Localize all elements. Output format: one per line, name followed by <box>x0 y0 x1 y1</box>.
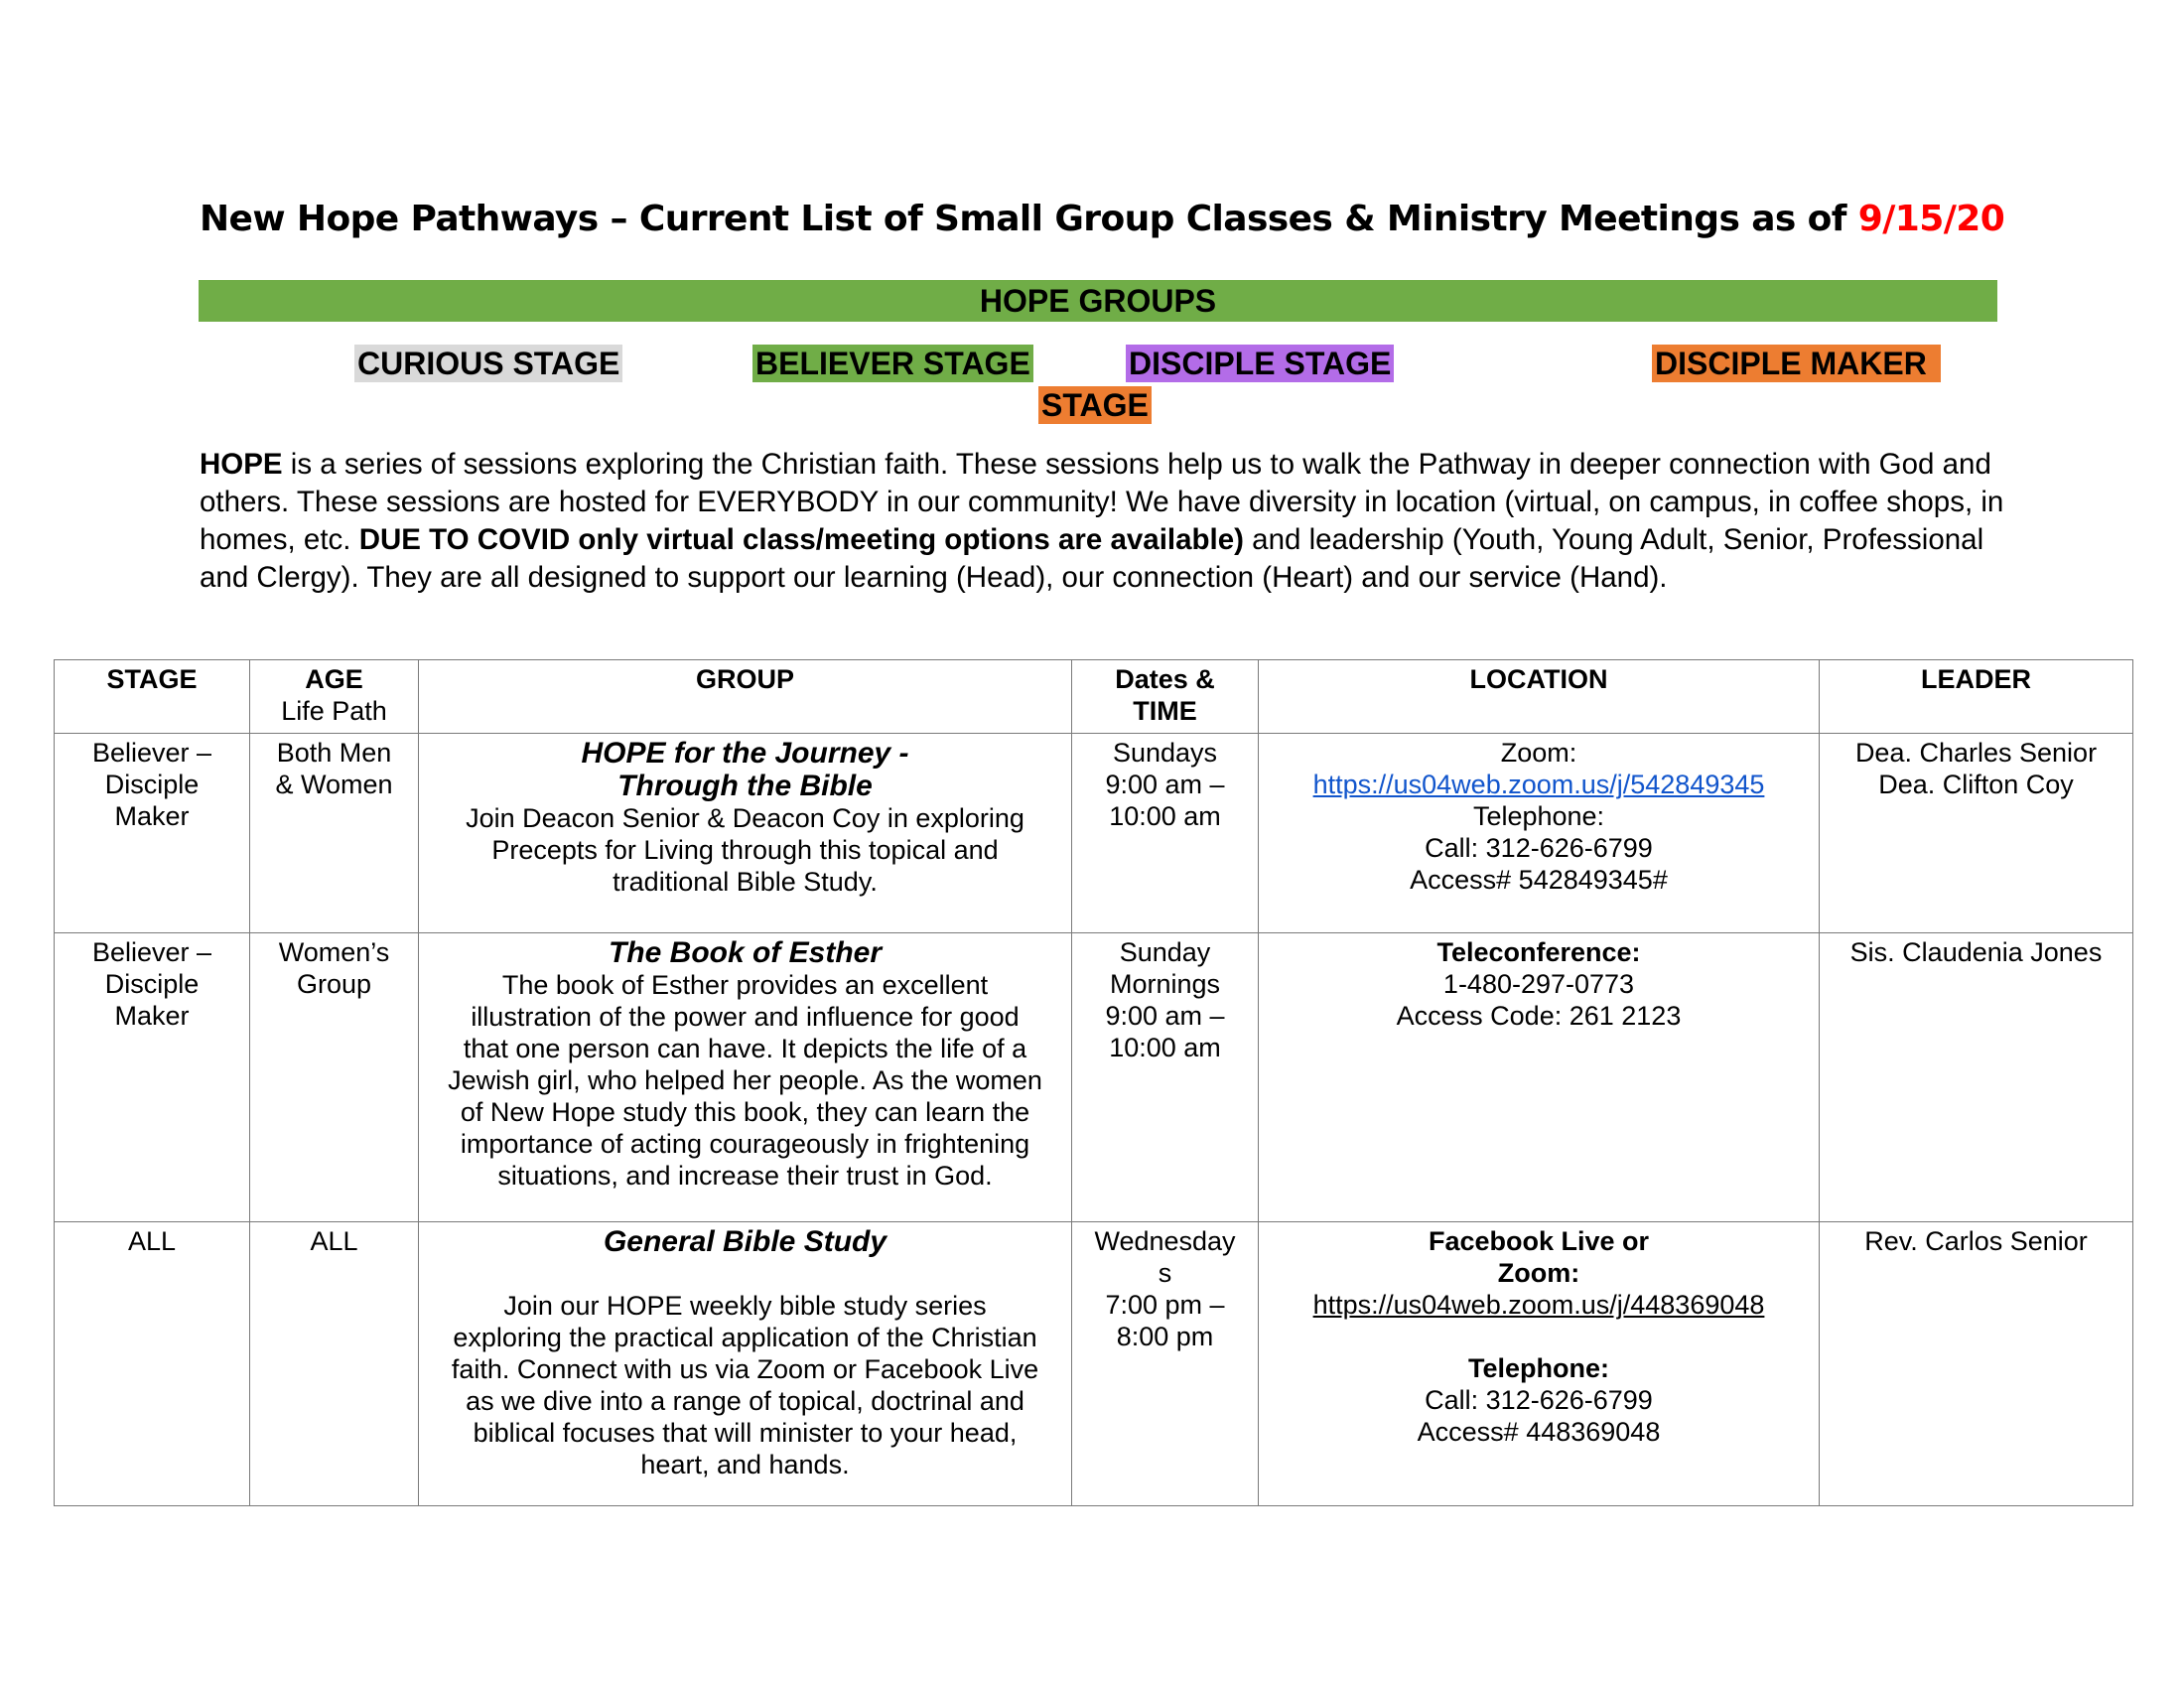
intro-text-2: and leadership (Youth, Young Adult, Senior, Professional and Clergy). They are all designed to support our learning (Head), our connection (Heart) and our service (Hand). <box>200 523 1984 594</box>
disciple-stage-label: DISCIPLE STAGE <box>1126 345 1394 382</box>
leader-cell <box>1820 1222 2133 1506</box>
zoom-link[interactable]: https://us04web.zoom.us/j/448369048 <box>1312 1290 1765 1320</box>
header-leader: LEADER <box>1820 660 2133 734</box>
call-number: Call: 312-626-6799 <box>1425 1385 1653 1415</box>
spacer <box>427 1258 1063 1290</box>
dates-line: 9:00 am – <box>1105 1001 1225 1031</box>
group-description-line: Join Deacon Senior & Deacon Coy in exploring <box>466 803 1024 833</box>
group-description-line: exploring the practical application of the Christian <box>453 1323 1037 1352</box>
dates-line: 8:00 pm <box>1116 1322 1214 1351</box>
leader-name: Dea. Clifton Coy <box>1878 770 2074 799</box>
stage-line: Maker <box>114 1001 190 1031</box>
header-age-label: AGE <box>305 664 363 694</box>
stage-line: Believer – <box>91 738 212 768</box>
header-group: GROUP <box>419 660 1072 734</box>
group-description-line: biblical focuses that will minister to your head, <box>473 1418 1018 1448</box>
header-location: LOCATION <box>1259 660 1820 734</box>
telephone-label: Telephone: <box>1467 1353 1609 1383</box>
table-row <box>55 933 2133 1222</box>
page-title-text: New Hope Pathways – Current List of Small Group Classes & Ministry Meetings as of <box>200 199 1858 239</box>
group-title: General Bible Study <box>603 1225 887 1258</box>
dates-line: Sunday <box>1119 937 1211 967</box>
dates-line: Wednesday <box>1094 1226 1236 1256</box>
dates-line: Mornings <box>1109 969 1221 999</box>
stage-line: ALL <box>127 1226 177 1256</box>
leader-name: Sis. Claudenia Jones <box>1849 937 2103 967</box>
age-line: Group <box>296 969 372 999</box>
group-description-line: Jewish girl, who helped her people. As the women <box>448 1065 1042 1095</box>
group-description-line: that one person can have. It depicts the life of a <box>463 1034 1027 1063</box>
page-title <box>200 199 2004 239</box>
access-code: Access# 448369048 <box>1417 1417 1661 1447</box>
age-line: Both Men <box>276 738 392 768</box>
age-cell <box>250 933 419 1222</box>
table-row <box>55 734 2133 933</box>
group-description-line: Join our HOPE weekly bible study series <box>503 1291 987 1321</box>
stage-cell <box>55 1222 250 1506</box>
stage-line: Maker <box>114 801 190 831</box>
age-line: Women’s <box>278 937 390 967</box>
intro-text-1: is a series of sessions exploring the Christian faith. These sessions help us to walk the Pathway in deeper connection with God and others. These sessions are hosted for EVERYBODY in our community! We have diversity in location (virtual, on campus, in coffee shops, in homes, etc. <box>200 448 2004 556</box>
group-cell <box>419 734 1072 933</box>
access-code: Access Code: 261 2123 <box>1396 1001 1682 1031</box>
table-header-row <box>55 660 2133 734</box>
location-label: Facebook Live or <box>1428 1226 1650 1256</box>
dates-line: Sundays <box>1112 738 1218 768</box>
age-cell <box>250 1222 419 1506</box>
group-cell <box>419 933 1072 1222</box>
stage-line: Disciple <box>104 969 200 999</box>
location-cell <box>1259 933 1820 1222</box>
dates-line: 10:00 am <box>1109 801 1221 831</box>
dates-line: s <box>1158 1258 1172 1288</box>
stage-cell <box>55 734 250 933</box>
disciple-maker-stage-label-continued: STAGE <box>1038 386 1152 424</box>
group-title: Through the Bible <box>617 770 873 802</box>
stage-line: Disciple <box>104 770 200 799</box>
believer-stage-label: BELIEVER STAGE <box>752 345 1033 382</box>
group-description-line: of New Hope study this book, they can learn the <box>460 1097 1030 1127</box>
table-row <box>55 1222 2133 1506</box>
as-of-date: 9/15/20 <box>1857 199 2005 239</box>
group-description-line: Precepts for Living through this topical and <box>491 835 999 865</box>
dates-line: 7:00 pm – <box>1105 1290 1225 1320</box>
location-label: Zoom: <box>1497 1258 1580 1288</box>
group-description-line: illustration of the power and influence for good <box>471 1002 1020 1032</box>
header-age-sub: Life Path <box>281 696 387 726</box>
zoom-link[interactable]: https://us04web.zoom.us/j/542849345 <box>1312 770 1765 799</box>
age-line: & Women <box>275 770 393 799</box>
leader-name: Dea. Charles Senior <box>1854 738 2098 768</box>
leader-cell <box>1820 933 2133 1222</box>
leader-name: Rev. Carlos Senior <box>1864 1226 2088 1256</box>
intro-lead: HOPE <box>200 448 283 481</box>
group-description-line: The book of Esther provides an excellent <box>501 970 989 1000</box>
groups-table <box>54 659 2133 1506</box>
intro-paragraph <box>200 446 2006 597</box>
dates-cell <box>1072 734 1259 933</box>
header-dates <box>1072 660 1259 734</box>
location-cell <box>1259 734 1820 933</box>
hope-groups-banner: HOPE GROUPS <box>199 280 1997 322</box>
group-description-line: faith. Connect with us via Zoom or Facebook Live <box>451 1354 1039 1384</box>
header-dates-line2: TIME <box>1133 696 1197 726</box>
disciple-maker-stage-label: DISCIPLE MAKER <box>1652 345 1941 382</box>
header-stage: STAGE <box>55 660 250 734</box>
curious-stage-label: CURIOUS STAGE <box>354 345 622 382</box>
group-title: HOPE for the Journey - <box>581 737 909 770</box>
dates-cell <box>1072 1222 1259 1506</box>
header-dates-line1: Dates & <box>1115 664 1215 694</box>
group-description-line: traditional Bible Study. <box>613 867 878 897</box>
location-cell <box>1259 1222 1820 1506</box>
header-age <box>250 660 419 734</box>
stage-line: Believer – <box>91 937 212 967</box>
location-label: Teleconference: <box>1436 937 1641 967</box>
location-label: Zoom: <box>1500 738 1577 768</box>
leader-cell <box>1820 734 2133 933</box>
group-cell <box>419 1222 1072 1506</box>
group-description-line: importance of acting courageously in frightening <box>460 1129 1030 1159</box>
group-description-line: situations, and increase their trust in God. <box>497 1161 993 1191</box>
stage-cell <box>55 933 250 1222</box>
phone-number: 1-480-297-0773 <box>1442 969 1635 999</box>
call-number: Call: 312-626-6799 <box>1425 833 1653 863</box>
dates-cell <box>1072 933 1259 1222</box>
dates-line: 9:00 am – <box>1105 770 1225 799</box>
group-description-line: heart, and hands. <box>640 1450 850 1479</box>
dates-line: 10:00 am <box>1109 1033 1221 1062</box>
spacer <box>1267 1321 1811 1352</box>
access-code: Access# 542849345# <box>1410 865 1668 895</box>
telephone-label: Telephone: <box>1472 801 1605 831</box>
group-title: The Book of Esther <box>608 936 883 969</box>
age-cell <box>250 734 419 933</box>
age-line: ALL <box>310 1226 358 1256</box>
intro-covid-notice: DUE TO COVID only virtual class/meeting options are available) <box>358 523 1244 556</box>
group-description-line: as we dive into a range of topical, doctrinal and <box>466 1386 1024 1416</box>
